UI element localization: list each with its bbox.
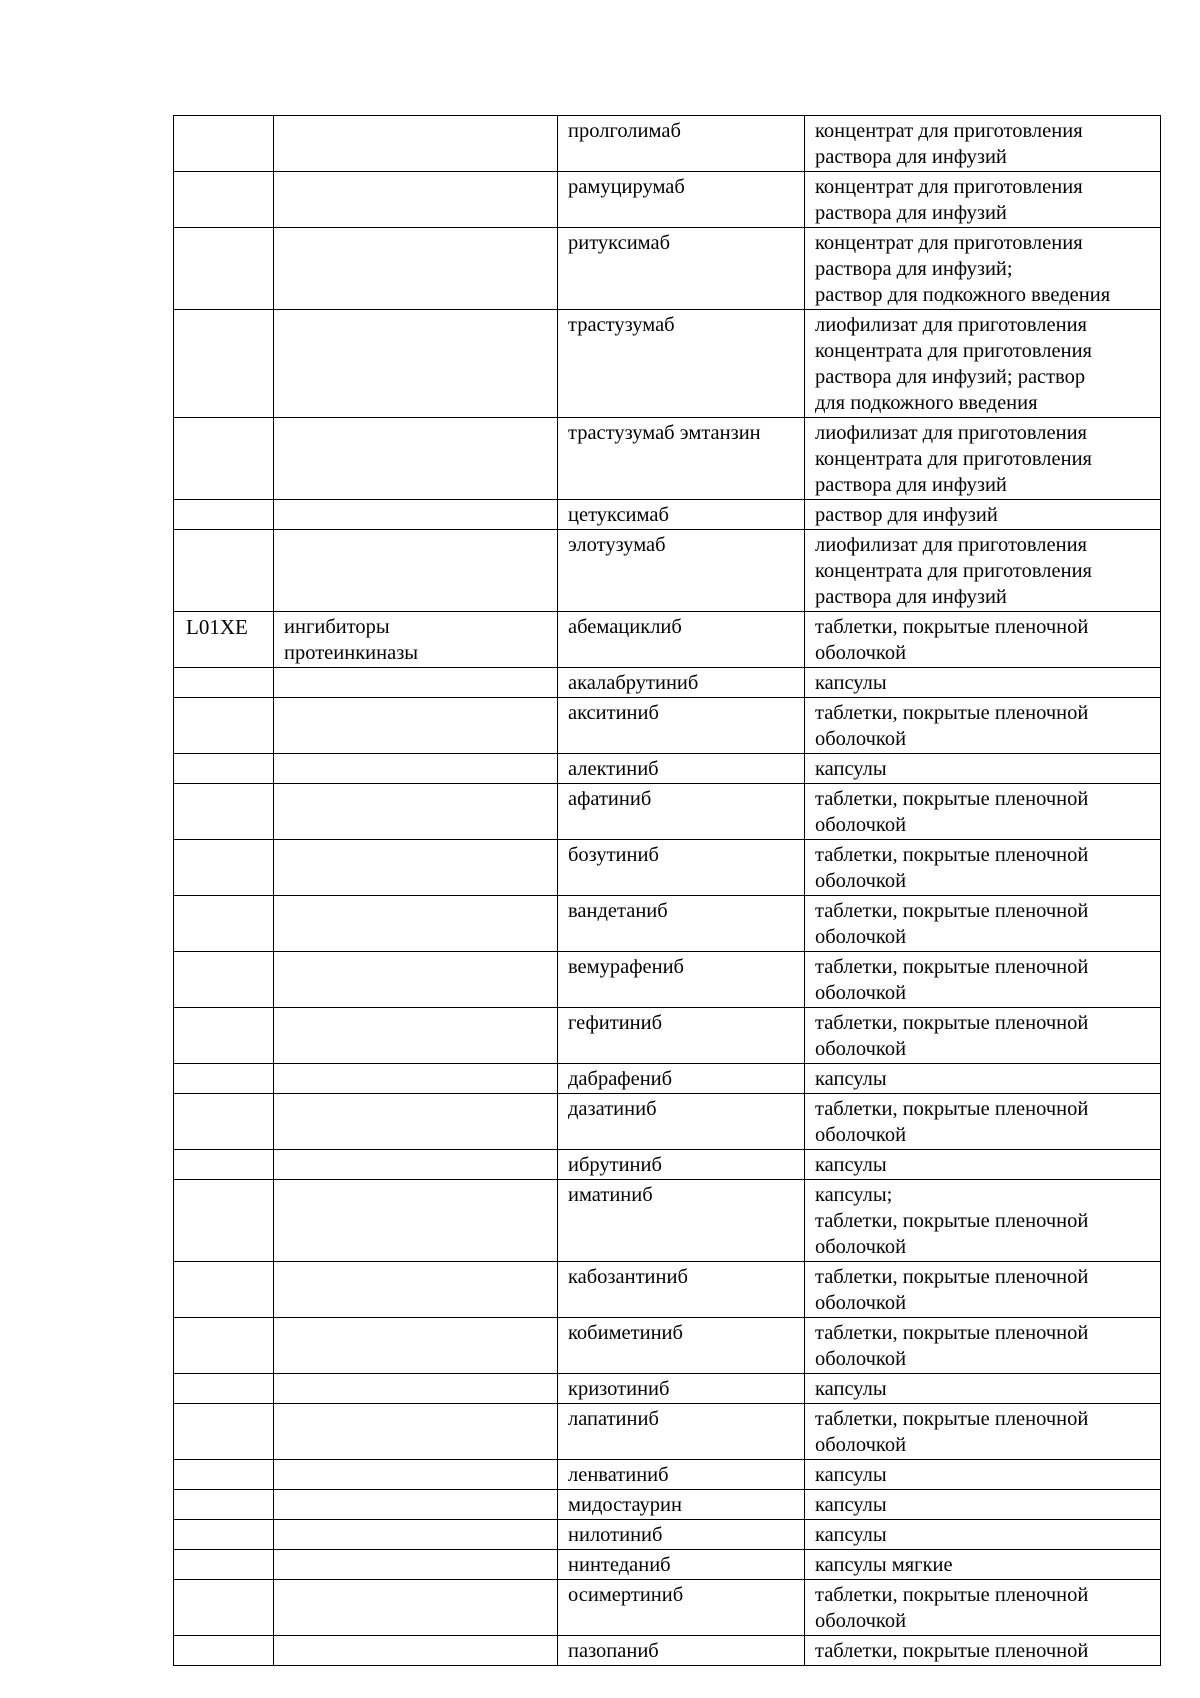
drug-name-cell: кабозантиниб [558,1262,805,1318]
atc-code-cell [174,1262,274,1318]
drug-name-cell: кризотиниб [558,1374,805,1404]
dosage-form-cell: таблетки, покрытые пленочной оболочкой [805,1262,1161,1318]
table-row [174,310,1161,418]
table-row [174,754,1161,784]
drug-name-cell: иматиниб [558,1180,805,1262]
drug-name-cell: вемурафениб [558,952,805,1008]
table-row [174,1150,1161,1180]
drug-name-cell: ибрутиниб [558,1150,805,1180]
group-name-cell [274,1318,558,1374]
atc-code-cell [174,698,274,754]
drug-name-cell: абемациклиб [558,612,805,668]
atc-code-cell [174,1374,274,1404]
atc-code-cell [174,896,274,952]
group-name-cell [274,1490,558,1520]
atc-code-cell [174,1404,274,1460]
drug-name-cell: ритуксимаб [558,228,805,310]
drug-name-cell: вандетаниб [558,896,805,952]
drug-name-cell: алектиниб [558,754,805,784]
drug-name-cell: рамуцирумаб [558,172,805,228]
table-row [174,612,1161,668]
dosage-form-cell: капсулы мягкие [805,1550,1161,1580]
drug-name-cell: цетуксимаб [558,500,805,530]
drug-name-cell: нилотиниб [558,1520,805,1550]
drug-name-cell: трастузумаб [558,310,805,418]
group-name-cell [274,310,558,418]
table-row [174,1374,1161,1404]
atc-code-cell [174,500,274,530]
group-name-cell [274,698,558,754]
group-name-cell [274,530,558,612]
table-row [174,784,1161,840]
drug-name-cell: мидостаурин [558,1490,805,1520]
atc-code-cell [174,754,274,784]
dosage-form-cell: капсулы; таблетки, покрытые пленочной оболочкой [805,1180,1161,1262]
drug-name-cell: лапатиниб [558,1404,805,1460]
group-name-cell [274,1374,558,1404]
dosage-form-cell: концентрат для приготовления раствора для инфузий [805,172,1161,228]
dosage-form-cell: таблетки, покрытые пленочной оболочкой [805,840,1161,896]
atc-code-cell [174,310,274,418]
table-row [174,172,1161,228]
dosage-form-cell: таблетки, покрытые пленочной оболочкой [805,698,1161,754]
dosage-form-cell: капсулы [805,754,1161,784]
atc-code-cell [174,172,274,228]
atc-code-cell [174,1636,274,1666]
table-row [174,1318,1161,1374]
group-name-cell [274,116,558,172]
dosage-form-cell: таблетки, покрытые пленочной оболочкой [805,784,1161,840]
drug-name-cell: пазопаниб [558,1636,805,1666]
atc-code-cell [174,1094,274,1150]
drug-name-cell: кобиметиниб [558,1318,805,1374]
dosage-form-cell: капсулы [805,1374,1161,1404]
atc-code-cell [174,1550,274,1580]
atc-code-cell [174,1460,274,1490]
dosage-form-cell: таблетки, покрытые пленочной оболочкой [805,896,1161,952]
atc-code-cell [174,840,274,896]
table-row [174,840,1161,896]
drug-name-cell: элотузумаб [558,530,805,612]
table-row [174,1636,1161,1666]
drug-name-cell: дабрафениб [558,1064,805,1094]
atc-code-cell [174,418,274,500]
table-row [174,1404,1161,1460]
atc-code-cell [174,116,274,172]
group-name-cell [274,1460,558,1490]
table-row [174,1490,1161,1520]
group-name-cell [274,500,558,530]
group-name-cell [274,896,558,952]
dosage-form-cell: таблетки, покрытые пленочной оболочкой [805,1404,1161,1460]
dosage-form-cell: капсулы [805,668,1161,698]
group-name-cell [274,754,558,784]
atc-code-cell [174,1064,274,1094]
dosage-form-cell: раствор для инфузий [805,500,1161,530]
drug-name-cell: гефитиниб [558,1008,805,1064]
dosage-form-cell: капсулы [805,1460,1161,1490]
dosage-form-cell: таблетки, покрытые пленочной оболочкой [805,1094,1161,1150]
dosage-form-cell: лиофилизат для приготовления концентрата для приготовления раствора для инфузий [805,530,1161,612]
table-row [174,500,1161,530]
dosage-form-cell: таблетки, покрытые пленочной оболочкой [805,952,1161,1008]
table-row [174,896,1161,952]
dosage-form-cell: таблетки, покрытые пленочной оболочкой [805,1318,1161,1374]
atc-code-cell [174,1580,274,1636]
group-name-cell: ингибиторы протеинкиназы [274,612,558,668]
group-name-cell [274,952,558,1008]
dosage-form-cell: лиофилизат для приготовления концентрата для приготовления раствора для инфузий [805,418,1161,500]
group-name-cell [274,418,558,500]
drug-name-cell: осимертиниб [558,1580,805,1636]
dosage-form-cell: таблетки, покрытые пленочной оболочкой [805,612,1161,668]
group-name-cell [274,1580,558,1636]
atc-code-cell [174,1008,274,1064]
table-row [174,530,1161,612]
dosage-form-cell: таблетки, покрытые пленочной оболочкой [805,1580,1161,1636]
atc-code-cell [174,668,274,698]
atc-code-cell: L01XE [174,612,274,668]
table-row [174,668,1161,698]
group-name-cell [274,1150,558,1180]
drug-table [173,115,1161,1666]
group-name-cell [274,1636,558,1666]
table-row [174,1460,1161,1490]
atc-code-cell [174,1150,274,1180]
table-row [174,1262,1161,1318]
atc-code-cell [174,1520,274,1550]
table-row [174,1550,1161,1580]
atc-code-cell [174,530,274,612]
table-row [174,1008,1161,1064]
drug-name-cell: нинтеданиб [558,1550,805,1580]
atc-code-cell [174,1490,274,1520]
group-name-cell [274,1404,558,1460]
group-name-cell [274,172,558,228]
group-name-cell [274,840,558,896]
dosage-form-cell: капсулы [805,1064,1161,1094]
table-row [174,1580,1161,1636]
drug-table-body [174,116,1161,1666]
group-name-cell [274,784,558,840]
group-name-cell [274,228,558,310]
group-name-cell [274,668,558,698]
table-row [174,698,1161,754]
drug-name-cell: дазатиниб [558,1094,805,1150]
dosage-form-cell: капсулы [805,1490,1161,1520]
dosage-form-cell: концентрат для приготовления раствора для инфузий; раствор для подкожного введения [805,228,1161,310]
document-page [173,115,1160,1666]
group-name-cell [274,1550,558,1580]
dosage-form-cell: таблетки, покрытые пленочной [805,1636,1161,1666]
atc-code-cell [174,952,274,1008]
table-row [174,228,1161,310]
drug-name-cell: афатиниб [558,784,805,840]
table-row [174,116,1161,172]
dosage-form-cell: таблетки, покрытые пленочной оболочкой [805,1008,1161,1064]
table-row [174,1094,1161,1150]
atc-code-cell [174,228,274,310]
table-row [174,952,1161,1008]
drug-name-cell: пролголимаб [558,116,805,172]
atc-code-cell [174,784,274,840]
drug-name-cell: акситиниб [558,698,805,754]
atc-code-cell [174,1180,274,1262]
group-name-cell [274,1094,558,1150]
drug-name-cell: бозутиниб [558,840,805,896]
dosage-form-cell: лиофилизат для приготовления концентрата для приготовления раствора для инфузий; раствор для подкожного введения [805,310,1161,418]
table-row [174,1180,1161,1262]
drug-name-cell: трастузумаб эмтанзин [558,418,805,500]
drug-name-cell: ленватиниб [558,1460,805,1490]
dosage-form-cell: капсулы [805,1520,1161,1550]
group-name-cell [274,1520,558,1550]
group-name-cell [274,1008,558,1064]
group-name-cell [274,1180,558,1262]
drug-name-cell: акалабрутиниб [558,668,805,698]
table-row [174,418,1161,500]
dosage-form-cell: капсулы [805,1150,1161,1180]
group-name-cell [274,1262,558,1318]
table-row [174,1520,1161,1550]
atc-code-cell [174,1318,274,1374]
dosage-form-cell: концентрат для приготовления раствора для инфузий [805,116,1161,172]
table-row [174,1064,1161,1094]
group-name-cell [274,1064,558,1094]
